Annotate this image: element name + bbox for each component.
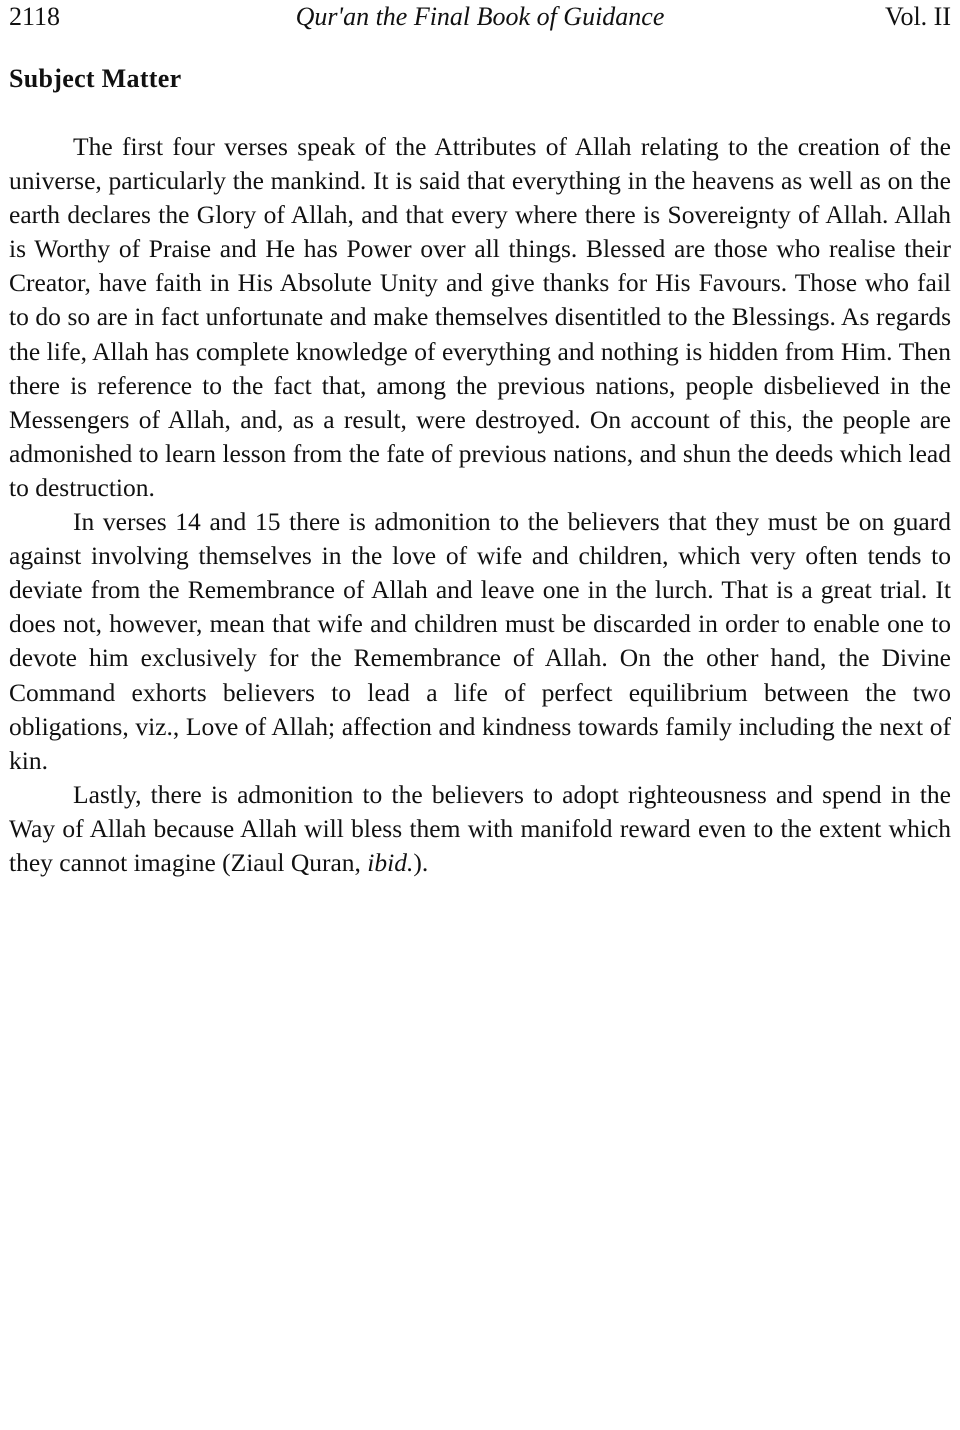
paragraph-text: Lastly, there is admonition to the believers to adopt righteousness and spend in the Way of Allah because Allah will bless them with manifold reward even to the extent which they cannot imagine (Ziaul Quran,: [9, 779, 951, 877]
paragraph-last: [9, 778, 951, 880]
citation-ibid: ibid.: [367, 847, 414, 877]
paragraph-closing: ).: [413, 847, 429, 877]
volume-label: Vol. II: [885, 2, 951, 31]
section-heading: Subject Matter: [9, 64, 182, 93]
page-number: 2118: [9, 2, 61, 31]
paragraph: The first four verses speak of the Attributes of Allah relating to the creation of the universe, particularly the mankind. It is said that everything in the heavens as well as on the earth declares the Glory of Allah, and that every where there is Sovereignty of Allah. Allah is Worthy of Praise and He has Power over all things. Blessed are those who realise their Creator, have faith in His Absolute Unity and give thanks for His Favours. Those who fail to do so are in fact unfortunate and make themselves disentitled to the Blessings. As regards the life, Allah has complete knowledge of everything and nothing is hidden from Him. Then there is reference to the fact that, among the previous nations, people disbelieved in the Messengers of Allah, and, as a result, were destroyed. On account of this, the people are admonished to learn lesson from the fate of previous nations, and shun the deeds which lead to destruction.: [9, 132, 951, 502]
running-head: [9, 0, 951, 34]
body-text: [9, 130, 951, 880]
paragraph: In verses 14 and 15 there is admonition to the believers that they must be on guard against involving themselves in the love of wife and children, which very often tends to deviate from the Remembrance of Allah and leave one in the lurch. That is a great trial. It does not, however, mean that wife and children must be discarded in order to enable one to devote him exclusively for the Remembrance of Allah. On the other hand, the Divine Command exhorts believers to lead a life of perfect equilibrium between the two obligations, viz., Love of Allah; affection and kindness towards family including the next of kin.: [9, 507, 951, 775]
book-title: Qur'an the Final Book of Guidance: [295, 2, 665, 31]
